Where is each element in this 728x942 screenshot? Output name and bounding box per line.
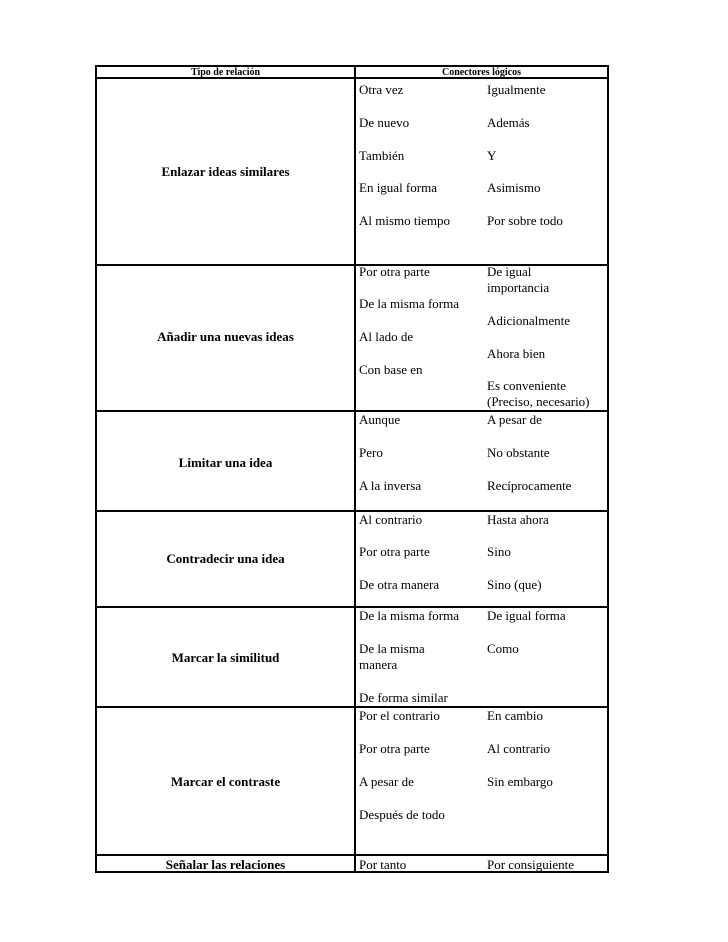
connector: Sin embargo [487, 774, 553, 789]
connector: De otra manera [359, 577, 440, 592]
connector: En cambio [487, 708, 543, 723]
connector: Otra vez [359, 82, 404, 97]
connector: Es conveniente [487, 378, 567, 393]
connector: Con base en [359, 362, 423, 377]
connector: Al contrario [487, 741, 551, 756]
connector: Además [487, 115, 530, 130]
column-divider [354, 67, 356, 871]
connector: Por otra parte [359, 264, 430, 279]
connector: Adicionalmente [487, 313, 571, 328]
connector: De nuevo [359, 115, 410, 130]
connector: A la inversa [359, 478, 422, 493]
connector: También [359, 148, 405, 163]
connector: Por tanto [359, 857, 407, 872]
row-label-contraste: Marcar el contraste [170, 774, 281, 789]
connector: Como [487, 641, 519, 656]
connectors-table [95, 65, 609, 873]
connector: De la misma forma [359, 608, 459, 623]
row-label-relaciones: Señalar las relaciones [165, 857, 286, 872]
connector: Igualmente [487, 82, 546, 97]
connector: Aunque [359, 412, 401, 427]
connector: Por otra parte [359, 741, 430, 756]
row-label-similitud: Marcar la similitud [171, 650, 280, 665]
connector: Por consiguiente [487, 857, 575, 872]
connector: Sino (que) [487, 577, 542, 592]
connector: Por el contrario [359, 708, 440, 723]
connector: En igual forma [359, 180, 437, 195]
connector: Y [487, 148, 497, 163]
connector: Ahora bien [487, 346, 546, 361]
connector: Sino [487, 544, 511, 559]
connector: Al contrario [359, 512, 423, 527]
connector: Al lado de [359, 329, 414, 344]
row-label-contradecir: Contradecir una idea [166, 551, 285, 566]
connector: (Preciso, necesario) [487, 394, 590, 409]
connector: Al mismo tiempo [359, 213, 450, 228]
connector: Asimismo [487, 180, 541, 195]
row-label-anadir: Añadir una nuevas ideas [157, 329, 294, 344]
connector: De forma similar [359, 690, 448, 705]
connector: importancia [487, 280, 550, 295]
connector: De igual forma [487, 608, 566, 623]
connector: No obstante [487, 445, 550, 460]
connector: Después de todo [359, 807, 445, 822]
connector: De la misma [359, 641, 425, 656]
row-label-enlazar: Enlazar ideas similares [161, 164, 290, 179]
connector: De la misma forma [359, 296, 459, 311]
connector: Hasta ahora [487, 512, 549, 527]
row-label-limitar: Limitar una idea [178, 455, 273, 470]
connector: A pesar de [359, 774, 414, 789]
header-relation-type: Tipo de relación [190, 67, 261, 78]
connector: Por otra parte [359, 544, 430, 559]
connector: A pesar de [487, 412, 542, 427]
row-divider [97, 854, 607, 856]
connector: Por sobre todo [487, 213, 563, 228]
header-logical-connectors: Conectores lógicos [442, 67, 521, 78]
connector: manera [359, 657, 398, 672]
connector: De igual [487, 264, 532, 279]
connector: Recíprocamente [487, 478, 572, 493]
connector: Pero [359, 445, 383, 460]
